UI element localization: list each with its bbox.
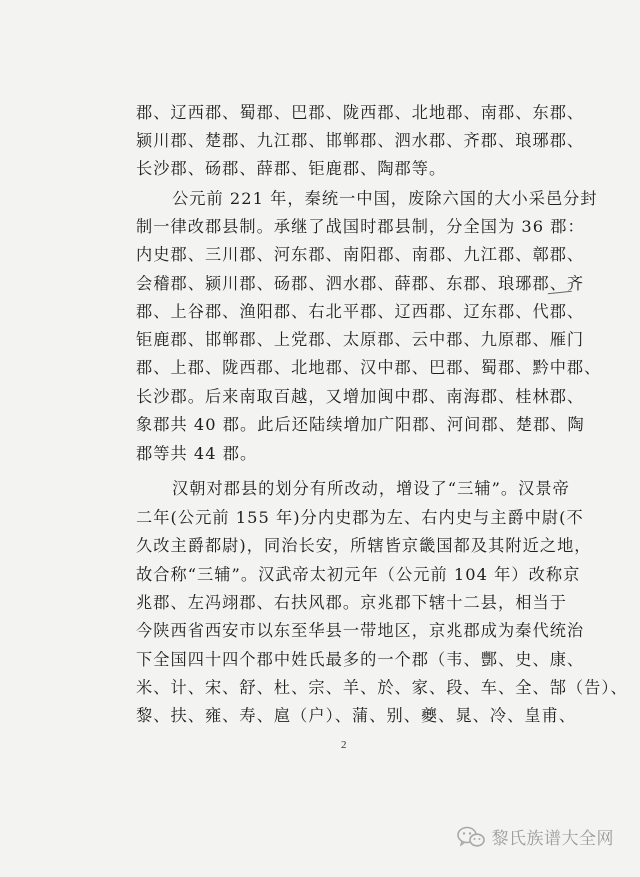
text-line: 下全国四十四个郡中姓氏最多的一个郡（韦、酆、史、康、	[136, 650, 585, 669]
watermark-text: 黎氏族谱大全网	[491, 829, 614, 849]
text-line: 制一律改郡县制。承继了战国时郡县制，分全国为 36 郡：	[136, 217, 585, 236]
text-line: 汉朝对郡县的划分有所改动，增设了“三辅”。汉景帝	[172, 479, 570, 498]
text-line: 黎、扶、雍、寿、扈（户）、蒲、别、夔、晁、冷、皇甫、	[136, 706, 577, 725]
text-line: 今陕西省西安市以东至华县一带地区，京兆郡成为秦代统治	[136, 621, 585, 640]
text-line: 象郡共 40 郡。此后还陆续增加广阳郡、河间郡、楚郡、陶	[136, 415, 585, 434]
text-line: 郡、上郡、陇西郡、北地郡、汉中郡、巴郡、蜀郡、黔中郡、	[136, 358, 602, 377]
text-line: 故合称“三辅”。汉武帝太初元年（公元前 104 年）改称京	[136, 565, 581, 584]
text-line: 颍川郡、楚郡、九江郡、邯郸郡、泗水郡、齐郡、琅琊郡、	[136, 131, 585, 150]
text-line: 钜鹿郡、邯郸郡、上党郡、太原郡、云中郡、九原郡、雁门	[136, 330, 585, 349]
text-line: 公元前 221 年，秦统一中国，废除六国的大小采邑分封	[172, 189, 598, 208]
text-line: 会稽郡、颍川郡、砀郡、泗水郡、薛郡、东郡、琅琊郡、齐	[136, 274, 585, 293]
page-number: 2	[341, 739, 347, 751]
text-line: 兆郡、左冯翊郡、右扶风郡。京兆郡下辖十二县，相当于	[136, 593, 567, 612]
text-line: 长沙郡、砀郡、薛郡、钜鹿郡、陶郡等。	[136, 159, 447, 178]
text-line: 久改主爵都尉)，同治长安，所辖皆京畿国都及其附近之地，	[136, 536, 592, 555]
text-line: 长沙郡。后来南取百越，又增加闽中郡、南海郡、桂林郡、	[136, 387, 585, 406]
text-line: 郡、辽西郡、蜀郡、巴郡、陇西郡、北地郡、南郡、东郡、	[136, 103, 585, 122]
text-line: 二年(公元前 155 年)分内史郡为左、右内史与主爵中尉(不	[136, 508, 584, 527]
text-line: 郡等共 44 郡。	[136, 444, 258, 463]
text-line: 米、计、宋、舒、杜、宗、羊、於、家、段、车、全、郜（告）、	[136, 678, 628, 697]
watermark	[456, 824, 615, 849]
text-line: 郡、上谷郡、渔阳郡、右北平郡、辽西郡、辽东郡、代郡、	[136, 302, 585, 321]
wechat-icon	[456, 825, 486, 849]
text-line: 内史郡、三川郡、河东郡、南阳郡、南郡、九江郡、鄣郡、	[136, 245, 585, 264]
